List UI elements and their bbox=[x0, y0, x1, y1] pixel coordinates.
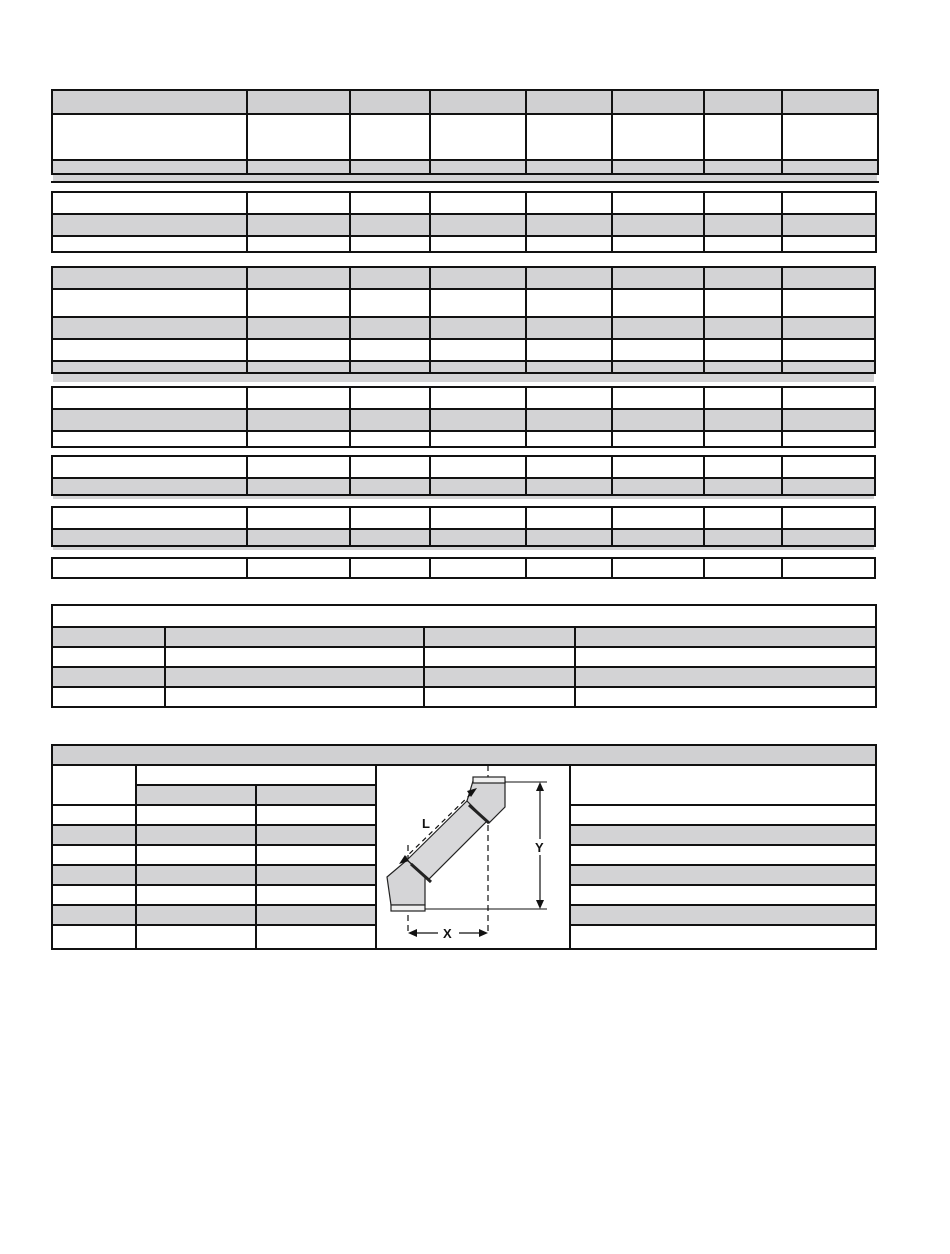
column-divider bbox=[429, 506, 431, 547]
column-divider bbox=[611, 191, 613, 253]
column-divider bbox=[349, 557, 351, 579]
table-row bbox=[53, 628, 875, 646]
column-divider bbox=[349, 191, 351, 253]
column-divider bbox=[611, 455, 613, 496]
table-border-right bbox=[874, 455, 876, 496]
column-divider bbox=[574, 626, 576, 708]
table-border-top bbox=[51, 191, 877, 193]
column-divider bbox=[135, 766, 137, 950]
table-row bbox=[571, 906, 875, 924]
spec-table-block-4 bbox=[51, 386, 876, 448]
column-divider bbox=[525, 455, 527, 496]
column-divider bbox=[246, 266, 248, 374]
elbow-pipe bbox=[387, 777, 505, 911]
column-divider bbox=[611, 89, 613, 175]
column-divider bbox=[703, 455, 705, 496]
header-cell bbox=[571, 766, 875, 804]
column-divider bbox=[246, 455, 248, 496]
table-row bbox=[53, 432, 874, 452]
table-row bbox=[53, 479, 874, 499]
table-border-right bbox=[874, 266, 876, 374]
column-divider bbox=[781, 89, 783, 175]
row-divider bbox=[51, 646, 877, 648]
table-row bbox=[53, 193, 875, 213]
table-border-left bbox=[51, 191, 53, 253]
table-border-right bbox=[877, 89, 879, 175]
spec-table-block-1 bbox=[51, 89, 879, 175]
table-row bbox=[53, 688, 875, 706]
header-cell bbox=[137, 766, 375, 784]
column-divider bbox=[246, 386, 248, 448]
column-divider bbox=[525, 386, 527, 448]
column-divider bbox=[611, 266, 613, 374]
table-border-right bbox=[875, 604, 877, 708]
table-row bbox=[53, 237, 875, 257]
column-divider bbox=[525, 89, 527, 175]
column-divider bbox=[246, 506, 248, 547]
table-border-bottom bbox=[51, 446, 876, 448]
column-divider bbox=[611, 557, 613, 579]
table-row bbox=[53, 388, 874, 408]
table-row bbox=[53, 806, 375, 824]
column-divider bbox=[611, 386, 613, 448]
table-border-right bbox=[874, 557, 876, 579]
subheader-cell bbox=[137, 786, 255, 804]
table-border-left bbox=[51, 266, 53, 374]
table-row bbox=[53, 846, 375, 864]
table-row bbox=[53, 926, 375, 944]
column-divider bbox=[703, 266, 705, 374]
column-divider bbox=[429, 455, 431, 496]
column-divider bbox=[246, 557, 248, 579]
table-row bbox=[53, 906, 375, 924]
column-divider bbox=[429, 191, 431, 253]
table-border-left bbox=[51, 89, 53, 175]
table-border-left bbox=[51, 386, 53, 448]
table-border-left bbox=[51, 744, 53, 950]
spec-table-block-5 bbox=[51, 455, 876, 496]
column-divider bbox=[703, 386, 705, 448]
column-divider bbox=[429, 386, 431, 448]
table-row bbox=[571, 886, 875, 904]
table-border-top bbox=[51, 266, 876, 268]
spec-table-block-2 bbox=[51, 191, 877, 253]
column-divider bbox=[349, 506, 351, 547]
column-divider bbox=[164, 626, 166, 708]
label-y: Y bbox=[535, 840, 544, 855]
table-row bbox=[53, 457, 874, 477]
table-row bbox=[53, 161, 877, 181]
table-row bbox=[571, 846, 875, 864]
column-divider bbox=[781, 386, 783, 448]
table-border-left bbox=[51, 557, 53, 579]
column-divider bbox=[525, 506, 527, 547]
dimension-x bbox=[408, 926, 488, 941]
column-divider bbox=[703, 89, 705, 175]
row-divider bbox=[51, 626, 877, 628]
table-border-bottom bbox=[51, 494, 876, 496]
table-row bbox=[53, 410, 874, 430]
table-border-right bbox=[874, 506, 876, 547]
table-row bbox=[53, 648, 875, 666]
row-divider bbox=[51, 666, 877, 668]
table-row bbox=[571, 866, 875, 884]
column-divider bbox=[349, 455, 351, 496]
column-divider bbox=[429, 557, 431, 579]
table-row bbox=[53, 290, 874, 316]
title-row bbox=[53, 746, 875, 764]
table-border-right bbox=[874, 386, 876, 448]
column-divider bbox=[429, 89, 431, 175]
table-border-top bbox=[51, 455, 876, 457]
column-divider bbox=[255, 806, 257, 950]
column-divider bbox=[703, 557, 705, 579]
table-row bbox=[53, 268, 874, 288]
table-border-bottom bbox=[51, 251, 877, 253]
table-border-left bbox=[51, 455, 53, 496]
column-divider bbox=[525, 266, 527, 374]
table-border-left bbox=[51, 506, 53, 547]
title-row bbox=[53, 606, 875, 626]
table-row bbox=[571, 826, 875, 844]
table-border-top bbox=[51, 744, 877, 746]
column-divider bbox=[781, 557, 783, 579]
table-border-top bbox=[51, 557, 876, 559]
table-border-top bbox=[51, 604, 877, 606]
column-divider bbox=[781, 455, 783, 496]
table-border-bottom bbox=[51, 545, 876, 547]
table-row bbox=[53, 215, 875, 235]
offset-elbow-diagram bbox=[377, 765, 570, 950]
column-divider bbox=[423, 626, 425, 708]
column-divider bbox=[703, 506, 705, 547]
table-row bbox=[53, 508, 874, 528]
table-border-bottom bbox=[51, 706, 877, 708]
column-divider bbox=[781, 266, 783, 374]
spec-table-block-6 bbox=[51, 506, 876, 547]
table-border-right bbox=[875, 191, 877, 253]
table-row bbox=[571, 926, 875, 944]
header-row bbox=[53, 91, 877, 113]
table-row bbox=[53, 559, 874, 579]
column-divider bbox=[349, 386, 351, 448]
table-border-top bbox=[51, 506, 876, 508]
column-divider bbox=[349, 266, 351, 374]
column-divider bbox=[255, 784, 257, 804]
spec-table-block-7 bbox=[51, 557, 876, 579]
table-border-top bbox=[51, 386, 876, 388]
table-row bbox=[53, 826, 375, 844]
column-divider bbox=[525, 557, 527, 579]
table-row bbox=[53, 866, 375, 884]
table-row bbox=[53, 340, 874, 360]
table-row bbox=[53, 115, 877, 159]
column-divider bbox=[246, 191, 248, 253]
column-divider bbox=[611, 506, 613, 547]
table-border-bottom bbox=[51, 372, 876, 374]
table-row bbox=[53, 886, 375, 904]
table-border-left bbox=[51, 604, 53, 708]
table-row bbox=[53, 530, 874, 550]
row-divider bbox=[51, 686, 877, 688]
reference-table bbox=[51, 604, 877, 708]
table-border-right bbox=[875, 744, 877, 950]
subheader-cell bbox=[257, 786, 375, 804]
column-divider bbox=[525, 191, 527, 253]
table-row bbox=[53, 318, 874, 338]
column-divider bbox=[781, 506, 783, 547]
column-divider bbox=[429, 266, 431, 374]
header-cell bbox=[53, 766, 135, 804]
table-border-bottom bbox=[51, 577, 876, 579]
column-divider bbox=[349, 89, 351, 175]
label-l: L bbox=[422, 816, 430, 831]
table-row bbox=[53, 668, 875, 686]
column-divider bbox=[781, 191, 783, 253]
label-x: X bbox=[443, 926, 452, 941]
table-border-bottom bbox=[51, 173, 879, 175]
column-divider bbox=[703, 191, 705, 253]
table-row bbox=[571, 806, 875, 824]
table-border-top bbox=[51, 89, 879, 91]
column-divider bbox=[246, 89, 248, 175]
spec-table-block-3 bbox=[51, 266, 876, 374]
